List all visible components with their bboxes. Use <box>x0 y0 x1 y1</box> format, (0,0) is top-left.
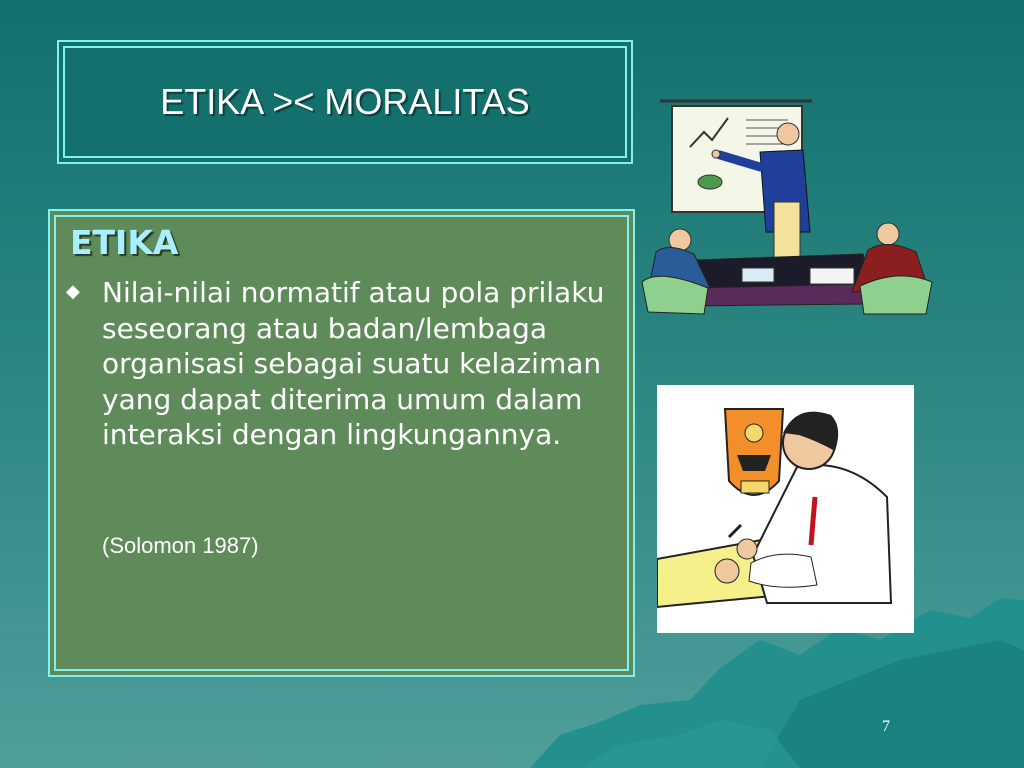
title-inner-frame <box>63 46 627 158</box>
content-frame <box>48 209 635 677</box>
citation: (Solomon 1987) <box>102 533 259 558</box>
slide-title: ETIKA >< MORALITAS <box>160 81 530 122</box>
writing-man-clipart <box>657 385 914 633</box>
page-number: 7 <box>882 718 890 735</box>
title-frame <box>57 40 633 164</box>
definition-text: Nilai-nilai normatif atau pola prilaku seseorang atau badan/lembaga organisasi sebagai suatu kelaziman yang dapat diterima umum dalam interaksi dengan lingkungannya. <box>102 276 605 451</box>
section-heading: ETIKA <box>70 223 179 262</box>
presenter-meeting-clipart <box>638 92 934 324</box>
diamond-bullet-icon: ◆ <box>66 281 80 302</box>
content-inner-frame <box>54 215 629 671</box>
